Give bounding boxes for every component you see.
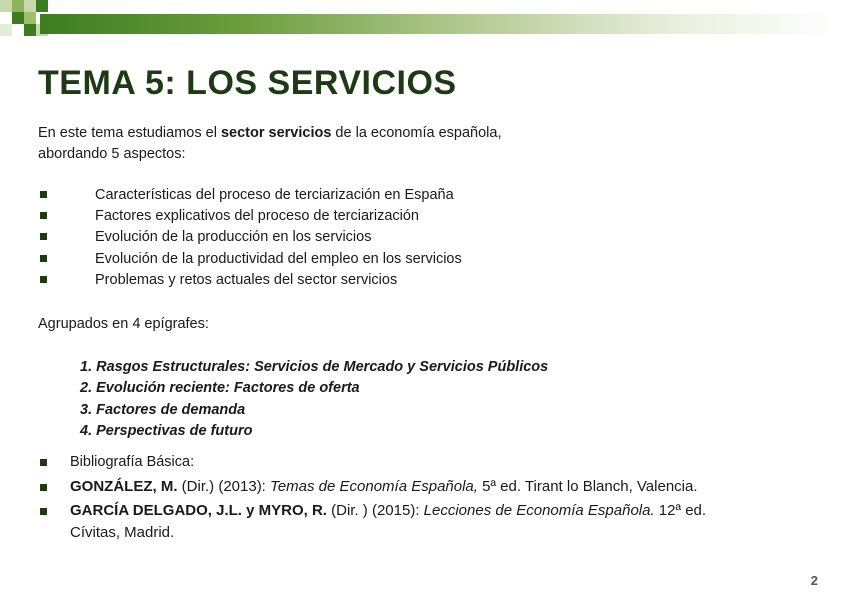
epigraph-item: 3. Factores de demanda <box>80 402 246 418</box>
decor-square <box>12 0 24 12</box>
aspect-item: Factores explicativos del proceso de terciarización <box>95 208 419 224</box>
ref-author: GARCÍA DELGADO, J.L. y MYRO, R. <box>70 502 327 519</box>
epigraph-item: 1. Rasgos Estructurales: Servicios de Mercado y Servicios Públicos <box>80 359 549 375</box>
aspect-item: Características del proceso de terciarización en España <box>95 187 454 203</box>
bullet-marker <box>40 508 47 515</box>
bullet-marker <box>40 459 47 466</box>
aspect-item: Evolución de la productividad del empleo en los servicios <box>95 251 462 267</box>
intro-line-1 <box>38 123 502 143</box>
intro-line-2: abordando 5 aspectos: <box>38 146 186 162</box>
bibliography-ref-1 <box>70 477 698 497</box>
intro-emphasis: sector servicios <box>220 125 332 141</box>
intro-text: de la economía española, <box>331 125 502 141</box>
ref-text: 12ª ed. <box>654 502 707 519</box>
ref-text: 5ª ed. Tirant lo Blanch, Valencia. <box>482 478 698 495</box>
ref-title: Lecciones de Economía Española. <box>423 502 655 519</box>
bibliography-ref-2-line-2: Cívitas, Madrid. <box>70 524 175 541</box>
intro-text: En este tema estudiamos el <box>38 125 221 141</box>
decor-square <box>24 24 36 36</box>
decor-square <box>12 12 24 24</box>
decor-square <box>24 12 36 24</box>
header-gradient-bar <box>40 14 840 34</box>
epigraph-item: 4. Perspectivas de futuro <box>80 423 253 439</box>
ref-text: (Dir.) (2013): <box>177 478 271 495</box>
header-decoration <box>0 0 848 56</box>
slide-title: TEMA 5: LOS SERVICIOS <box>38 64 457 102</box>
bullet-marker <box>40 255 47 262</box>
ref-title: Temas de Economía Española, <box>270 478 483 495</box>
groups-intro: Agrupados en 4 epígrafes: <box>38 316 209 332</box>
bullet-marker <box>40 212 47 219</box>
ref-author: GONZÁLEZ, M. <box>70 478 178 495</box>
decor-square <box>0 24 12 36</box>
aspect-item: Evolución de la producción en los servicios <box>95 229 372 245</box>
page-number: 2 <box>810 573 818 588</box>
bibliography-heading: Bibliografía Básica: <box>70 454 195 470</box>
bullet-marker <box>40 233 47 240</box>
bullet-marker <box>40 484 47 491</box>
bullet-marker <box>40 191 47 198</box>
decor-square <box>24 0 36 12</box>
bibliography-ref-2 <box>70 501 706 521</box>
epigraph-item: 2. Evolución reciente: Factores de oferta <box>80 380 360 396</box>
decor-square <box>0 0 12 12</box>
decor-square <box>36 0 48 12</box>
aspect-item: Problemas y retos actuales del sector servicios <box>95 272 398 288</box>
bullet-marker <box>40 276 47 283</box>
ref-text: (Dir. ) (2015): <box>326 502 424 519</box>
